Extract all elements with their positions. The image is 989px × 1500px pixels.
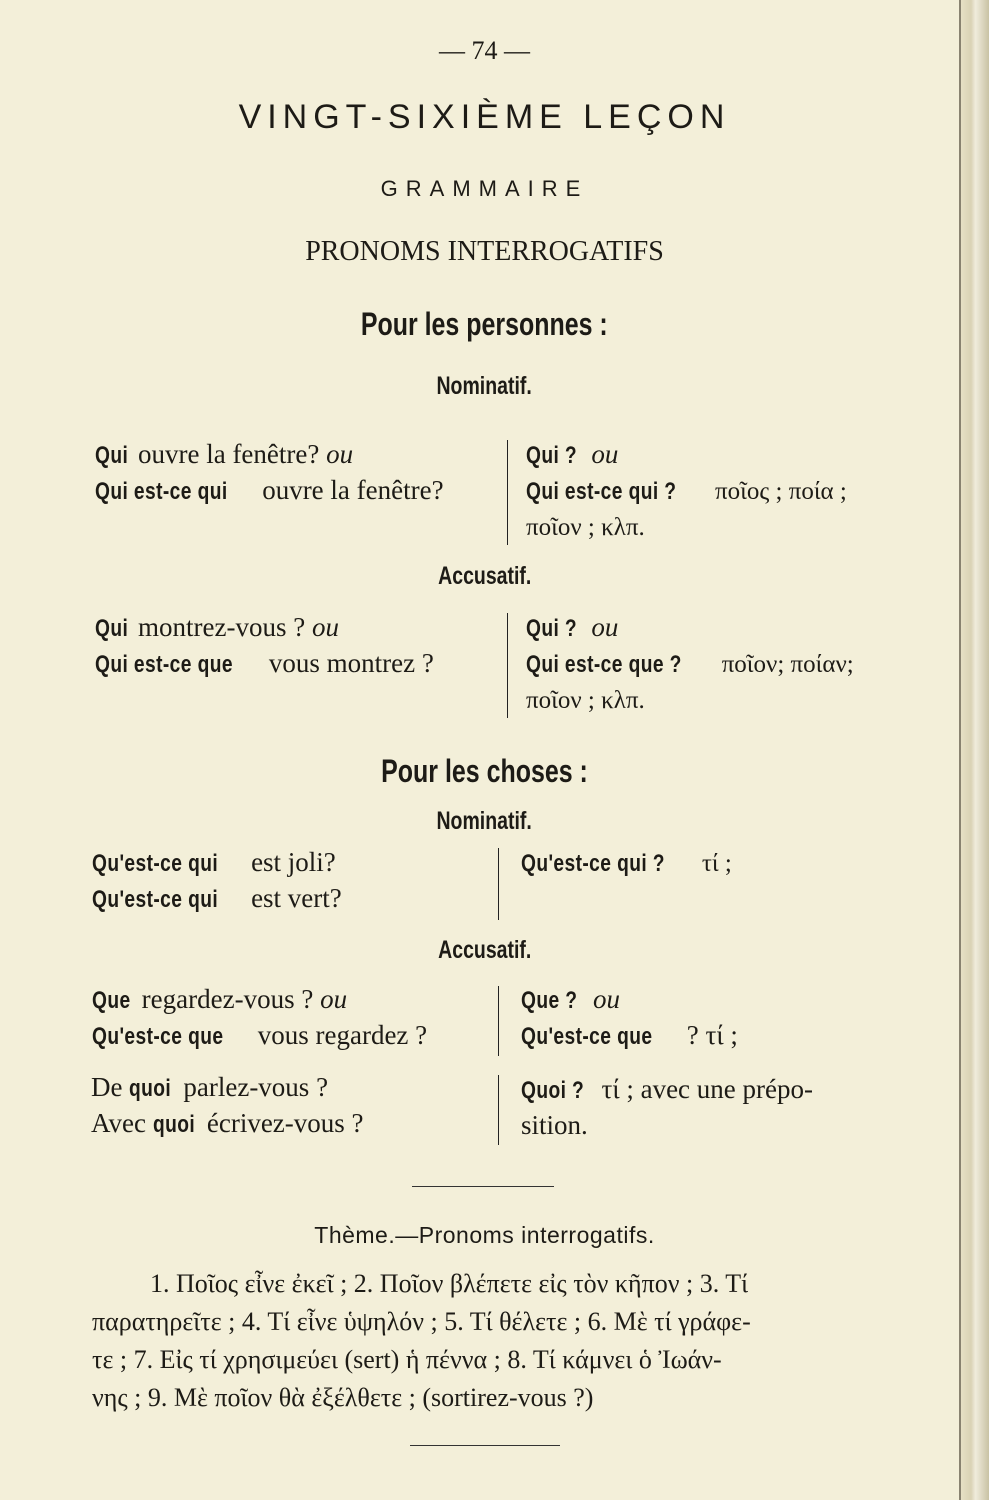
things-quoi-left bbox=[91, 1070, 364, 1142]
example-line: Qu'est-ce qui est vert? bbox=[92, 883, 342, 913]
example-line: Qui est-ce qui ouvre la fenêtre? bbox=[95, 475, 444, 505]
column-divider bbox=[498, 1075, 499, 1145]
column-divider bbox=[507, 440, 508, 545]
things-nominative-left bbox=[92, 845, 342, 917]
answer-line: Qui est-ce que ? ποῖον; ποίαν; bbox=[526, 651, 854, 678]
column-divider bbox=[498, 848, 499, 920]
persons-heading: Pour les personnes : bbox=[361, 306, 608, 342]
persons-accusative-left bbox=[95, 610, 434, 682]
answer-line: Quoi ? τί ; avec une prépo- bbox=[521, 1074, 813, 1104]
example-line: De quoi parlez-vous ? bbox=[91, 1072, 329, 1102]
page-edge bbox=[959, 0, 989, 1500]
answer-line: sition. bbox=[521, 1110, 588, 1140]
footer-rule bbox=[410, 1445, 560, 1446]
section-rule bbox=[412, 1186, 554, 1187]
things-accusative-right bbox=[521, 982, 738, 1054]
example-line: Qu'est-ce que vous regardez ? bbox=[92, 1020, 428, 1050]
example-line: Qui montrez-vous ? ou bbox=[95, 612, 339, 642]
theme-exercise bbox=[92, 1265, 892, 1417]
answer-line: ποῖον ; κλπ. bbox=[526, 514, 645, 541]
binding-line bbox=[959, 0, 961, 1500]
example-line: Qui est-ce que vous montrez ? bbox=[95, 648, 434, 678]
answer-line: Qui ? ou bbox=[526, 612, 619, 642]
lesson-title: VINGT-SIXIÈME LEÇON bbox=[238, 98, 731, 136]
topic-title: PRONOMS INTERROGATIFS bbox=[305, 236, 664, 267]
theme-line: νης ; 9. Μὲ ποῖον θὰ ἐξέλθετε ; (sortirez-vous ?) bbox=[92, 1383, 594, 1412]
page-number: — 74 — bbox=[439, 36, 530, 65]
persons-nominative-right bbox=[526, 437, 847, 545]
example-line: Que regardez-vous ? ou bbox=[92, 984, 348, 1014]
theme-heading: Thème.—Pronoms interrogatifs. bbox=[314, 1222, 655, 1248]
things-nominative-right bbox=[521, 845, 732, 881]
theme-line: τε ; 7. Εἰς τί χρησιμεύει (sert) ἡ πέννα ; 8. Τί κάμνει ὁ Ἰωάν- bbox=[92, 1345, 722, 1374]
answer-line: Qui ? ou bbox=[526, 439, 619, 469]
theme-line: παρατηρεῖτε ; 4. Τί εἶνε ὑψηλόν ; 5. Τί θέλετε ; 6. Μὲ τί γράφε- bbox=[92, 1307, 751, 1336]
persons-nominative-left bbox=[95, 437, 444, 509]
example-line: Qui ouvre la fenêtre? ou bbox=[95, 439, 354, 469]
things-accusative-heading: Accusatif. bbox=[437, 936, 532, 964]
answer-line: Qu'est-ce que ? τί ; bbox=[521, 1020, 738, 1050]
theme-line: 1. Ποῖος εἶνε ἐκεῖ ; 2. Ποῖον βλέπετε εἰς τὸν κῆπον ; 3. Τί bbox=[150, 1269, 749, 1298]
things-quoi-right bbox=[521, 1072, 813, 1143]
answer-line: Qu'est-ce qui ? τί ; bbox=[521, 850, 732, 877]
section-title: GRAMMAIRE bbox=[380, 176, 589, 201]
answer-line: Que ? ou bbox=[521, 984, 620, 1014]
answer-line: Qui est-ce qui ? ποῖος ; ποία ; bbox=[526, 478, 847, 505]
column-divider bbox=[507, 613, 508, 718]
things-nominative-heading: Nominatif. bbox=[436, 807, 533, 835]
things-heading: Pour les choses : bbox=[381, 753, 588, 789]
example-line: Avec quoi écrivez-vous ? bbox=[91, 1108, 364, 1138]
answer-line: ποῖον ; κλπ. bbox=[526, 687, 645, 714]
column-divider bbox=[498, 986, 499, 1056]
persons-accusative-right bbox=[526, 610, 854, 718]
example-line: Qu'est-ce qui est joli? bbox=[92, 847, 336, 877]
things-accusative-left bbox=[92, 982, 427, 1054]
persons-nominative-heading: Nominatif. bbox=[436, 372, 533, 400]
persons-accusative-heading: Accusatif. bbox=[437, 562, 532, 590]
